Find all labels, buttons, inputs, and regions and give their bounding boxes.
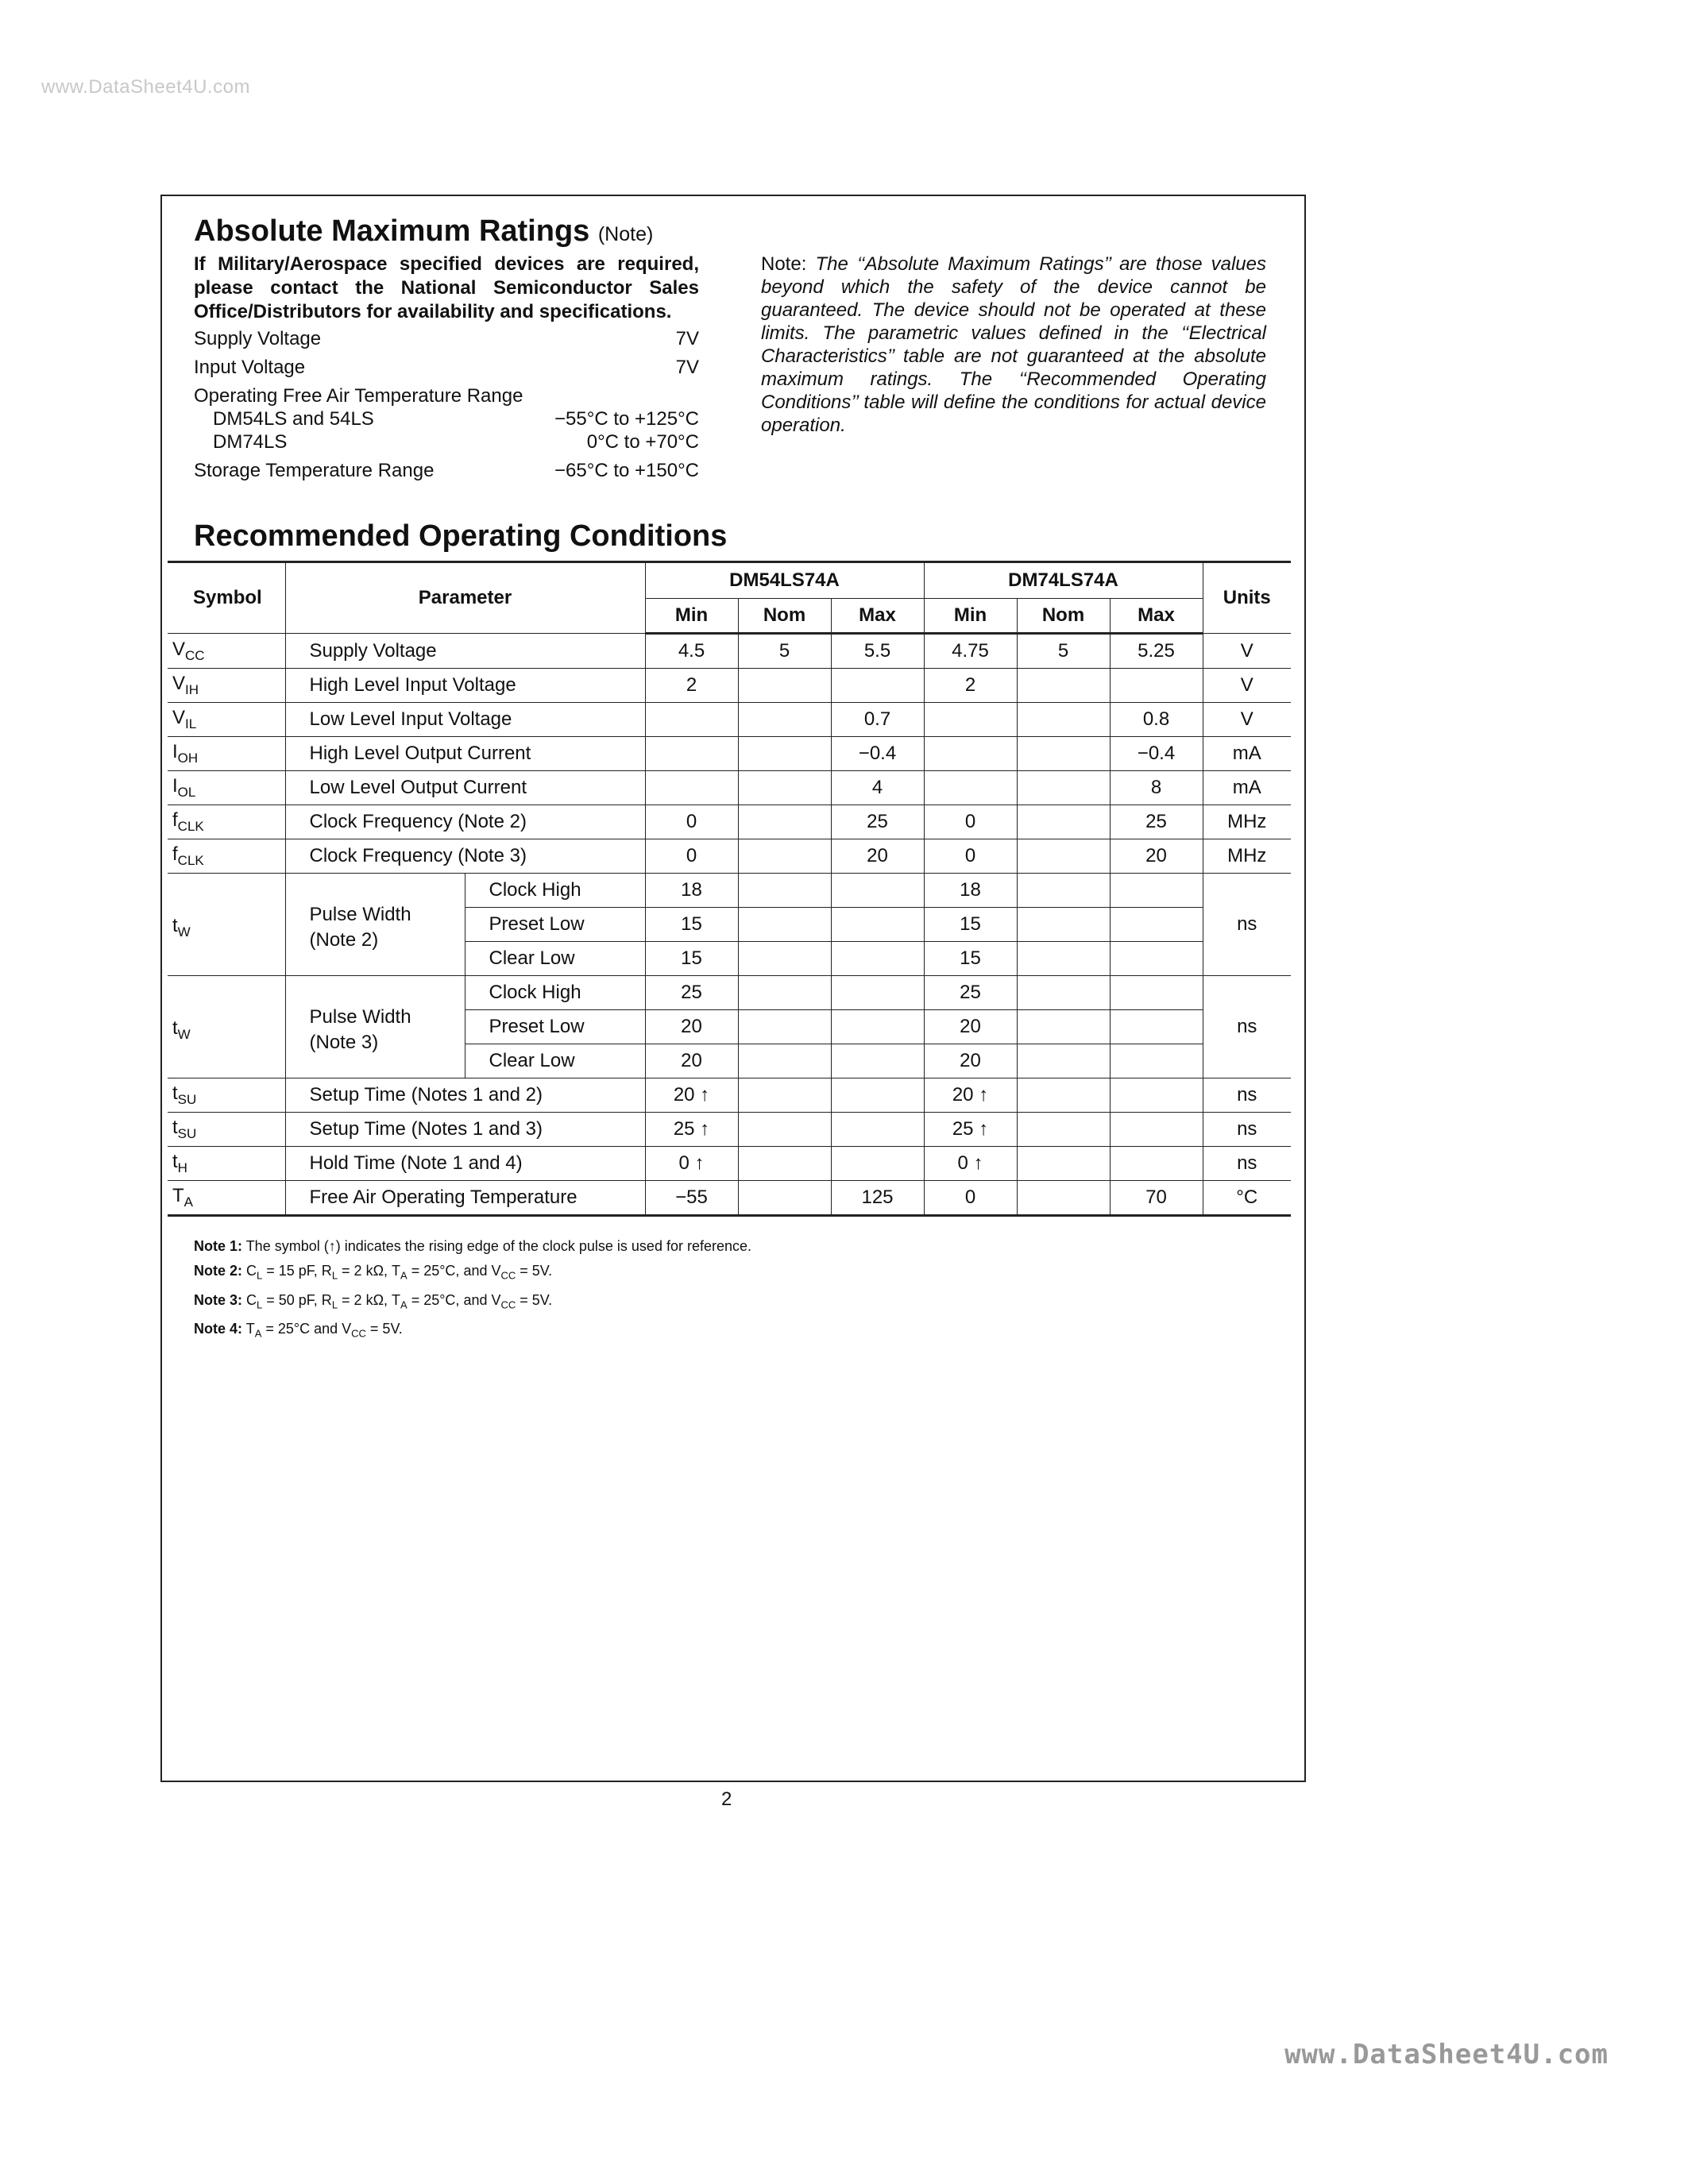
value-cell	[1110, 1113, 1203, 1147]
value-cell: 5.5	[831, 634, 924, 669]
symbol-cell: $V_{CC}$	[168, 634, 285, 669]
value-cell: 2	[924, 669, 1017, 703]
header-symbol: Symbol	[168, 562, 285, 634]
value-cell: 0.8	[1110, 703, 1203, 737]
value-cell	[738, 805, 831, 839]
unit-cell: ns	[1203, 976, 1291, 1078]
unit-cell: ns	[1203, 1147, 1291, 1181]
condition-cell: Clear Low	[465, 942, 645, 976]
value-cell	[831, 976, 924, 1010]
value-cell	[1017, 1044, 1110, 1078]
header-parameter: Parameter	[285, 562, 645, 634]
note-text: The symbol (↑) indicates the rising edge of the clock pulse is used for reference.	[242, 1238, 752, 1254]
value-cell: 0 ↑	[924, 1147, 1017, 1181]
watermark-bottom[interactable]: www.DataSheet4U.com	[1284, 2039, 1609, 2070]
value-cell: 15	[924, 908, 1017, 942]
value-cell	[831, 1113, 924, 1147]
table-row	[168, 737, 1291, 771]
table-row	[168, 805, 1291, 839]
value-cell: 18	[924, 874, 1017, 908]
value-cell	[738, 737, 831, 771]
unit-cell: V	[1203, 634, 1291, 669]
value-cell: 25 ↑	[924, 1113, 1017, 1147]
value-cell: 20	[645, 1044, 738, 1078]
parameter-cell: Pulse Width (Note 2)	[285, 874, 465, 976]
value-cell	[831, 669, 924, 703]
symbol-cell: $t_{SU}$	[168, 1113, 285, 1147]
absolute-maximum-ratings-title: Absolute Maximum Ratings (Note)	[194, 214, 654, 248]
value-cell	[831, 1044, 924, 1078]
note-text: $C_L = 50$ pF, $R_L = 2$ kΩ, $T_A = 25^\circ C$, and $V_{CC} = 5V$.	[242, 1291, 553, 1311]
value-cell: 0	[924, 805, 1017, 839]
value-cell: 0.7	[831, 703, 924, 737]
unit-cell: mA	[1203, 771, 1291, 805]
value-cell	[738, 669, 831, 703]
value-cell: 5	[1017, 634, 1110, 669]
note-line: Note 1: The symbol (↑) indicates the rising edge of the clock pulse is used for reference.	[194, 1238, 752, 1254]
value-cell	[1110, 908, 1203, 942]
table-notes	[194, 1234, 751, 1346]
note-text: $T_A = 25^\circ C$ and $V_{CC} = 5V$.	[242, 1321, 403, 1340]
value-cell	[1110, 874, 1203, 908]
recommended-operating-conditions-table	[168, 561, 1291, 1217]
symbol-cell: $f_{CLK}$	[168, 839, 285, 874]
parameter-cell: Setup Time (Notes 1 and 3)	[285, 1113, 645, 1147]
parameter-cell: Low Level Input Voltage	[285, 703, 645, 737]
unit-cell: ns	[1203, 1078, 1291, 1113]
parameter-cell: Clock Frequency (Note 2)	[285, 805, 645, 839]
value-cell: 25	[831, 805, 924, 839]
symbol-cell: $f_{CLK}$	[168, 805, 285, 839]
value-cell: 20	[924, 1010, 1017, 1044]
value-cell: 0	[645, 839, 738, 874]
table-row	[168, 839, 1291, 874]
value-cell	[1110, 669, 1203, 703]
symbol-cell: $T_A$	[168, 1181, 285, 1216]
value-cell: 20	[1110, 839, 1203, 874]
header-dm74ls74a: DM74LS74A	[924, 562, 1203, 599]
value-cell	[1110, 976, 1203, 1010]
unit-cell: V	[1203, 703, 1291, 737]
watermark-top[interactable]: www.DataSheet4U.com	[41, 76, 250, 98]
value-cell	[831, 1078, 924, 1113]
table-row	[168, 703, 1291, 737]
parameter-cell: Hold Time (Note 1 and 4)	[285, 1147, 645, 1181]
table-row	[168, 1181, 1291, 1216]
value-cell	[1110, 1044, 1203, 1078]
rating-storage-temp: Storage Temperature Range −65°C to +150°C	[194, 460, 699, 481]
value-cell: 2	[645, 669, 738, 703]
condition-cell: Clear Low	[465, 1044, 645, 1078]
table-row	[168, 976, 1291, 1010]
value-cell: 20 ↑	[645, 1078, 738, 1113]
table-row	[168, 874, 1291, 908]
value-cell	[831, 1010, 924, 1044]
rating-input-voltage: Input Voltage 7V	[194, 357, 699, 378]
military-aerospace-notice: If Military/Aerospace specified devices are required, please contact the National Semiconductor Sales Office/Distributors for availability and specifications.	[194, 253, 699, 322]
parameter-cell: Clock Frequency (Note 3)	[285, 839, 645, 874]
value-cell: −55	[645, 1181, 738, 1216]
table-row	[168, 1113, 1291, 1147]
header-nom: Nom	[738, 599, 831, 634]
parameter-cell: Setup Time (Notes 1 and 2)	[285, 1078, 645, 1113]
symbol-cell: $t_{SU}$	[168, 1078, 285, 1113]
value-cell	[738, 1010, 831, 1044]
table-header-row	[168, 562, 1291, 599]
value-cell: 4	[831, 771, 924, 805]
value-cell: 0 ↑	[645, 1147, 738, 1181]
value-cell	[924, 771, 1017, 805]
value-cell: 25	[1110, 805, 1203, 839]
symbol-cell: $t_W$	[168, 976, 285, 1078]
note-line: Note 4: $T_A = 25^\circ C$ and $V_{CC} = 5V$.	[194, 1321, 403, 1340]
value-cell	[1017, 703, 1110, 737]
value-cell	[645, 771, 738, 805]
table-row	[168, 634, 1291, 669]
symbol-cell: $I_{OH}$	[168, 737, 285, 771]
value-cell: 5.25	[1110, 634, 1203, 669]
value-cell	[738, 976, 831, 1010]
value-cell	[1017, 1078, 1110, 1113]
value-cell: 20	[831, 839, 924, 874]
unit-cell: MHz	[1203, 839, 1291, 874]
rating-supply-voltage: Supply Voltage 7V	[194, 328, 699, 349]
rating-temp-header: Operating Free Air Temperature Range	[194, 385, 523, 407]
symbol-cell: $I_{OL}$	[168, 771, 285, 805]
value-cell	[738, 1181, 831, 1216]
condition-cell: Preset Low	[465, 1010, 645, 1044]
value-cell: 125	[831, 1181, 924, 1216]
value-cell: 20	[645, 1010, 738, 1044]
symbol-cell: $t_H$	[168, 1147, 285, 1181]
value-cell: −0.4	[1110, 737, 1203, 771]
symbol-cell: $V_{IH}$	[168, 669, 285, 703]
table-row	[168, 1078, 1291, 1113]
value-cell	[738, 771, 831, 805]
value-cell	[1110, 1010, 1203, 1044]
parameter-cell: High Level Input Voltage	[285, 669, 645, 703]
value-cell	[1017, 942, 1110, 976]
value-cell	[1017, 908, 1110, 942]
value-cell: 15	[645, 908, 738, 942]
value-cell: 25 ↑	[645, 1113, 738, 1147]
parameter-cell: High Level Output Current	[285, 737, 645, 771]
unit-cell: MHz	[1203, 805, 1291, 839]
value-cell	[738, 1044, 831, 1078]
value-cell	[1017, 839, 1110, 874]
note-line: Note 2: $C_L = 15$ pF, $R_L = 2$ kΩ, $T_A = 25^\circ C$, and $V_{CC} = 5V$.	[194, 1263, 553, 1282]
value-cell	[1017, 737, 1110, 771]
parameter-cell: Pulse Width (Note 3)	[285, 976, 465, 1078]
condition-cell: Clock High	[465, 976, 645, 1010]
value-cell: 0	[924, 839, 1017, 874]
header-max: Max	[1110, 599, 1203, 634]
value-cell	[831, 942, 924, 976]
value-cell: 70	[1110, 1181, 1203, 1216]
symbol-cell: $t_W$	[168, 874, 285, 976]
value-cell	[1110, 942, 1203, 976]
value-cell: 15	[924, 942, 1017, 976]
value-cell	[738, 839, 831, 874]
value-cell	[1110, 1147, 1203, 1181]
value-cell: 4.5	[645, 634, 738, 669]
parameter-cell: Low Level Output Current	[285, 771, 645, 805]
value-cell	[1110, 1078, 1203, 1113]
header-units: Units	[1203, 562, 1291, 634]
value-cell: 18	[645, 874, 738, 908]
parameter-cell: Free Air Operating Temperature	[285, 1181, 645, 1216]
value-cell	[738, 908, 831, 942]
value-cell	[1017, 976, 1110, 1010]
value-cell	[738, 703, 831, 737]
rating-temp-dm54ls: DM54LS and 54LS −55°C to +125°C	[213, 408, 699, 430]
value-cell	[831, 1147, 924, 1181]
value-cell: 5	[738, 634, 831, 669]
value-cell	[831, 908, 924, 942]
value-cell	[738, 1147, 831, 1181]
value-cell: 25	[924, 976, 1017, 1010]
symbol-cell: $V_{IL}$	[168, 703, 285, 737]
parameter-cell: Supply Voltage	[285, 634, 645, 669]
value-cell	[645, 703, 738, 737]
value-cell	[1017, 1010, 1110, 1044]
header-nom: Nom	[1017, 599, 1110, 634]
value-cell: 8	[1110, 771, 1203, 805]
condition-cell: Preset Low	[465, 908, 645, 942]
value-cell: 20 ↑	[924, 1078, 1017, 1113]
table-row	[168, 669, 1291, 703]
unit-cell: mA	[1203, 737, 1291, 771]
ratings-list	[194, 327, 699, 482]
unit-cell: ns	[1203, 874, 1291, 976]
header-min: Min	[645, 599, 738, 634]
value-cell	[831, 874, 924, 908]
value-cell: 20	[924, 1044, 1017, 1078]
value-cell: −0.4	[831, 737, 924, 771]
rating-temp-dm74ls: DM74LS 0°C to +70°C	[213, 431, 699, 453]
unit-cell: ns	[1203, 1113, 1291, 1147]
value-cell	[738, 1078, 831, 1113]
note-line: Note 3: $C_L = 50$ pF, $R_L = 2$ kΩ, $T_A = 25^\circ C$, and $V_{CC} = 5V$.	[194, 1291, 553, 1311]
value-cell	[738, 874, 831, 908]
value-cell	[1017, 1113, 1110, 1147]
value-cell	[924, 737, 1017, 771]
absolute-ratings-note: Note: The ‘‘Absolute Maximum Ratings’’ are those values beyond which the safety of the device cannot be guaranteed. The device should not be operated at these limits. The parametric values defined in the ‘‘Electrical Characteristics’’ table are not guaranteed at the absolute maximum ratings. The ‘‘Recommended Operating Conditions’’ table will define the conditions for actual device operation.	[761, 253, 1267, 436]
unit-cell: °C	[1203, 1181, 1291, 1216]
value-cell: 15	[645, 942, 738, 976]
value-cell	[738, 1113, 831, 1147]
table-row	[168, 1147, 1291, 1181]
value-cell	[1017, 1181, 1110, 1216]
table-row	[168, 771, 1291, 805]
note-text: $C_L = 15$ pF, $R_L = 2$ kΩ, $T_A = 25^\circ C$, and $V_{CC} = 5V$.	[242, 1263, 553, 1282]
value-cell	[1017, 874, 1110, 908]
unit-cell: V	[1203, 669, 1291, 703]
value-cell	[1017, 1147, 1110, 1181]
value-cell: 0	[924, 1181, 1017, 1216]
condition-cell: Clock High	[465, 874, 645, 908]
page-number: 2	[721, 1788, 732, 1810]
value-cell: 0	[645, 805, 738, 839]
value-cell	[738, 942, 831, 976]
value-cell	[924, 703, 1017, 737]
header-min: Min	[924, 599, 1017, 634]
value-cell: 4.75	[924, 634, 1017, 669]
value-cell	[1017, 771, 1110, 805]
value-cell	[1017, 805, 1110, 839]
value-cell	[645, 737, 738, 771]
recommended-operating-conditions-title: Recommended Operating Conditions	[194, 519, 728, 553]
header-dm54ls74a: DM54LS74A	[645, 562, 924, 599]
value-cell: 25	[645, 976, 738, 1010]
value-cell	[1017, 669, 1110, 703]
header-max: Max	[831, 599, 924, 634]
table-body	[168, 634, 1291, 1216]
